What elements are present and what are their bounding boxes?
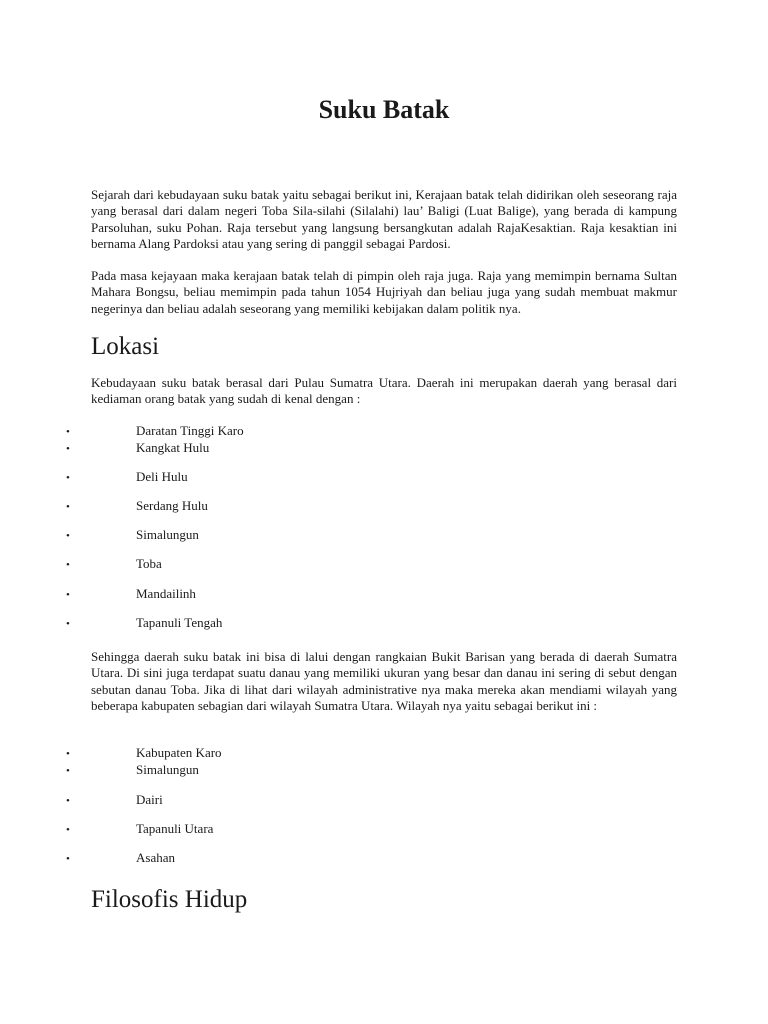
paragraph-history: Sejarah dari kebudayaan suku batak yaitu sebagai berikut ini, Kerajaan batak telah didirikan oleh seseorang raja yang berasal dari dalam negeri Toba Sila-silahi (Silalahi) lau’ Baligi (Luat Balige), yang berada di kampung Parsoluhan, suku Pohan. Raja tersebut yang langsung bersangkutan adalah RajaKesaktian. Raja kesaktian ini bernama Alang Pardoksi atau yang sering di panggil sebagai Pardosi. bbox=[91, 187, 677, 252]
list-item: Kangkat Hulu bbox=[136, 440, 210, 455]
paragraph-location: Kebudayaan suku batak berasal dari Pulau Sumatra Utara. Daerah ini merupakan daerah yang berasal dari kediaman orang batak yang sudah di kenal dengan : bbox=[91, 375, 677, 407]
list-item: Asahan bbox=[136, 850, 175, 865]
list-item: Tapanuli Utara bbox=[136, 821, 214, 836]
heading-lokasi: Lokasi bbox=[91, 333, 160, 360]
bullet: • bbox=[66, 589, 70, 601]
list-item: Mandailinh bbox=[136, 586, 196, 601]
bullet: • bbox=[66, 559, 70, 571]
list-item: Serdang Hulu bbox=[136, 498, 208, 513]
paragraph-region: Sehingga daerah suku batak ini bisa di lalui dengan rangkaian Bukit Barisan yang berada di daerah Sumatra Utara. Di sini juga terdapat suatu danau yang memiliki ukuran yang besar dan danau ini sering di sebut dengan sebutan danau Toba. Jika di lihat dari wilayah administrative nya maka mereka akan mendiami wilayah yang beberapa kabupaten sebagian dari wilayah Sumatra Utara. Wilayah nya yaitu sebagai berikut ini : bbox=[91, 649, 677, 714]
list-item: Dairi bbox=[136, 792, 163, 807]
bullet: • bbox=[66, 443, 70, 455]
list-item: Toba bbox=[136, 556, 162, 571]
bullet: • bbox=[66, 765, 70, 777]
heading-filosofis-hidup: Filosofis Hidup bbox=[91, 886, 248, 913]
list-item: Tapanuli Tengah bbox=[136, 615, 223, 630]
bullet: • bbox=[66, 501, 70, 513]
bullet: • bbox=[66, 618, 70, 630]
paragraph-kingdom: Pada masa kejayaan maka kerajaan batak telah di pimpin oleh raja juga. Raja yang memimpin bernama Sultan Mahara Bongsu, beliau memimpin pada tahun 1054 Hujriyah dan beliau juga yang sudah membuat makmur negerinya dan beliau adalah seseorang yang memiliki kebijakan dalam politik nya. bbox=[91, 268, 677, 316]
bullet: • bbox=[66, 795, 70, 807]
bullet: • bbox=[66, 426, 70, 438]
bullet: • bbox=[66, 472, 70, 484]
document-title: Suku Batak bbox=[318, 95, 450, 124]
list-item: Deli Hulu bbox=[136, 469, 188, 484]
list-item: Simalungun bbox=[136, 762, 199, 777]
list-item: Kabupaten Karo bbox=[136, 745, 222, 760]
list-item: Simalungun bbox=[136, 527, 199, 542]
bullet: • bbox=[66, 824, 70, 836]
bullet: • bbox=[66, 853, 70, 865]
list-item: Daratan Tinggi Karo bbox=[136, 423, 244, 438]
bullet: • bbox=[66, 748, 70, 760]
bullet: • bbox=[66, 530, 70, 542]
